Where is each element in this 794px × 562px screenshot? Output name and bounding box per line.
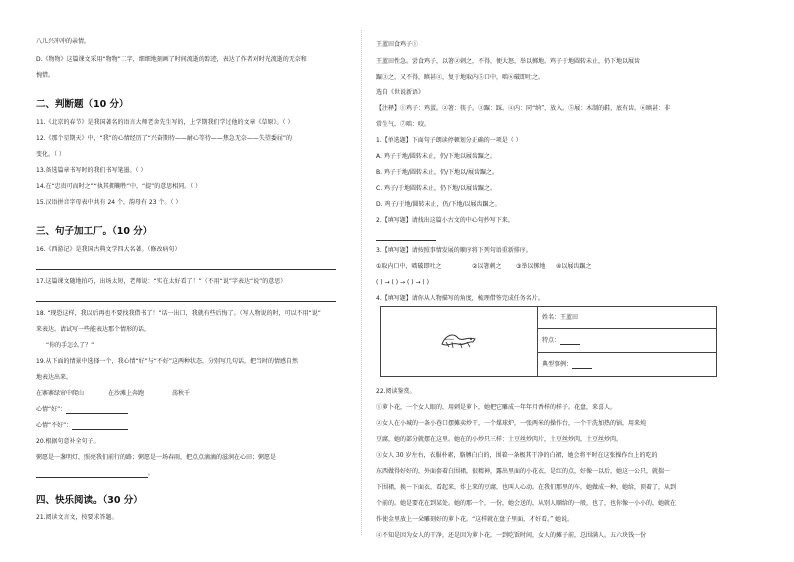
answer-line[interactable] xyxy=(36,262,336,270)
question-22: 22.阅读鉴赏。 xyxy=(376,388,416,395)
card-example: 典型事例： xyxy=(538,353,717,377)
answer-blank[interactable] xyxy=(36,471,148,478)
question-21: 21.阅读文言文，按要求答题。 xyxy=(36,514,118,521)
question-12: 12.《那个星期天》中，“我”的心情经历了“兴奋期待——耐心等待——焦急无奈——失望委屈”的 xyxy=(36,135,292,142)
section-title: 二、判断题（10 分） xyxy=(36,99,129,110)
q3-item: ③举以掷地 xyxy=(516,263,546,270)
question-19: 19.从下面的情景中选择一个，我心情“好”与“不好”这两种状态，分别写几句话，把当时的情感自然 xyxy=(36,358,298,365)
question-20-text: 粥愿是一盏明灯，照亮我们前行的路；粥愿是一场春雨，把点点滴滴的滋润在心田；粥愿是 xyxy=(36,454,277,461)
question-16: 16.《西游记》是我国古典文学四大名著。（修改病句） xyxy=(36,246,181,253)
question-2: 2.【填写题】请找出这篇小古文的中心句抄写下来。 xyxy=(376,217,514,224)
passage-line: 蹍③之，又不得，瞋甚④，复于地取内⑤口中，啮⑥破即吐之。 xyxy=(376,74,545,81)
question-18: 18. “现恐这样，我以后再也不要找我借书了！”话一出口，我就有些后悔了。（写人物说的时，可以不用“说” xyxy=(36,310,321,317)
choice-1: 在寨寨绿帘中爬山 xyxy=(36,390,85,397)
mood-bad: 心情“不好”： xyxy=(36,422,128,430)
option-c[interactable]: C. 鸡子/于地圆转未止，仍下地/以屐齿蹍之。 xyxy=(376,185,497,192)
question-13: 13.备选篇章书写时的我们书写笔墨。（ ） xyxy=(36,167,147,174)
option-b[interactable]: B. 鸡子于地/圆转未止，仍/下地以/屐齿蹍之。 xyxy=(376,169,498,176)
reading-line: ②女人在小城的一条小巷口摆摊卖炒干，一个煤球炉，一张两米的操作台，一个干洗加热的锅，用来炖 xyxy=(376,420,647,427)
card-name: 姓名：王蓝田 xyxy=(538,307,717,329)
mood-good: 心情“好”： xyxy=(36,406,128,414)
question-17: 17.这篇课文随地拍巧，出场太短，老师说：“实在太好看了！”（不用“说”字表达“说”的意思） xyxy=(36,278,287,285)
answer-line[interactable] xyxy=(376,233,436,241)
question-1: 1.【单选题】下面句子朗读停顿划分正确的一项是（ ） xyxy=(376,137,522,144)
card-trait: 特点： xyxy=(538,329,717,353)
reading-line: 豆腐，她的部分就摆在这里。她在的小炒只三样：土豆丝炒肉片，土豆丝炒肉，土豆丝炒肉。 xyxy=(376,436,623,443)
q3-item: ②以箸刺之 xyxy=(472,263,502,270)
answer-blank[interactable] xyxy=(66,407,128,414)
question-3: 3.【填写题】请按照事情发展的顺序将下列句语重新排序。 xyxy=(376,247,532,254)
illustration-icon xyxy=(440,330,478,350)
notes-line: 常生气。⑦啮：咬。 xyxy=(376,121,431,128)
question-15: 15.汉语拼音字母表中共有 24 个，韵母有 23 个。（ ） xyxy=(36,199,182,206)
answer-blank[interactable] xyxy=(572,362,592,369)
text-line: 八儿兴冲冲的亲情。 xyxy=(36,38,91,45)
reading-line: ③女人 30 岁左右，衣服朴素，胳膊白白的，围着一条极其干净的白裙，她会将平时在这张操作台上的吃的 xyxy=(376,452,658,459)
notes-line: 【注释】①鸡子：鸡蛋。②箸：筷子。③蹍：踩。④内：同“纳”，放入。⑤屐：木制的鞋，底有齿。⑥瞋甚：非 xyxy=(376,105,671,112)
column-divider xyxy=(361,30,362,535)
question-18-quote: “你的手怎么了？” xyxy=(46,342,95,349)
choice-3: 荡秋千 xyxy=(172,390,191,397)
q3-sequence[interactable]: ( ) → ( ) → ( ) → ( ) xyxy=(376,279,429,286)
reading-line: ④不知是因为女人的干净，还是因为萝卜花，一到吃饭时间，女人的摊子前，总围满人。五六块钱一份 xyxy=(376,532,647,539)
question-11: 11.《北京的春节》是我国著名的语言大师老舍先生写的，上学期我们学过他的文章《草原》。（ ） xyxy=(36,119,294,126)
answer-line[interactable] xyxy=(36,294,336,302)
q3-item: ①取内口中，啮破即吐之 xyxy=(376,263,442,270)
answer-blank[interactable] xyxy=(560,338,580,345)
reading-line: 东西做得好好的，外面套着白围裙，很精神，露出里面的小花衣，是红的点，好像一以后，她这一公只，就揣一 xyxy=(376,468,671,475)
question-20-blank: 。 xyxy=(36,470,154,478)
card-image-cell xyxy=(381,307,538,377)
passage-source: 选自《世说新语》 xyxy=(376,89,425,96)
reading-line: ①萝卜花，一个女人眼的，用刺是萝卜，她把它雕成一年年月香样的样子。花盘，来喜人。 xyxy=(376,404,617,411)
q3-item: ④以屐齿蹍之 xyxy=(556,263,592,270)
text-line: D.《物物》这篇课文采用“物物”二字，细细地刻画了时间流逝的踪迹，表达了作者对时光流逝的无奈和 xyxy=(36,56,307,63)
question-19-cont: 地表达出来。 xyxy=(36,374,73,381)
choice-2: 在沙滩上奔跑 xyxy=(108,390,145,397)
passage-title: 王蓝田食鸡子① xyxy=(376,41,419,48)
text-line: 惋惜。 xyxy=(36,72,55,79)
character-card xyxy=(380,306,717,377)
option-d[interactable]: D. 鸡子/于地/圆转未止，仍/下地/以屐齿蹍之。 xyxy=(376,201,501,208)
question-12-cont: 变化。（ ） xyxy=(36,151,65,158)
reading-line: 个前的。她是要花在到某处。她的那一个，一份，她会送的，从别人顺给的一般，也了，也你像一小小的，她就在 xyxy=(376,500,677,507)
question-18-cont: 来表达。请试写一些能表达那个情形的话， xyxy=(36,326,151,333)
question-4: 4.【填写题】请你从人物描写的角度，梳理借签完成任务名片。 xyxy=(376,295,544,302)
section-title: 四、快乐阅读。（30 分） xyxy=(36,495,143,506)
question-14: 14.在“忠贵可而时之”“执其拥鞠牲”中，“提”的意思相同。（ ） xyxy=(36,183,202,190)
passage-line: 王蓝田性急。尝食鸡子，以箸②刺之，不得，便大怒，举以掷地。鸡子于地圆转未止，仍下地以屐齿 xyxy=(376,58,641,65)
question-20: 20.根据句意补全句子。 xyxy=(36,438,100,445)
reading-line: 作使金里放上一朵雕刻好的萝卜花。“这样就在盘子里面，才好看。” 她说。 xyxy=(376,516,574,523)
answer-blank[interactable] xyxy=(72,423,128,430)
section-title: 三、句子加工厂。（10 分） xyxy=(36,226,153,237)
reading-line: 下围裙，换一下面衣，看起来，炸上来的豆腐，也叫人心动。在我们那里的车，她做成一种，她给，顶着了，从到 xyxy=(376,484,677,491)
option-a[interactable]: A. 鸡子于地/圆转未止，仍/下地以屐齿蹍之。 xyxy=(376,153,496,160)
